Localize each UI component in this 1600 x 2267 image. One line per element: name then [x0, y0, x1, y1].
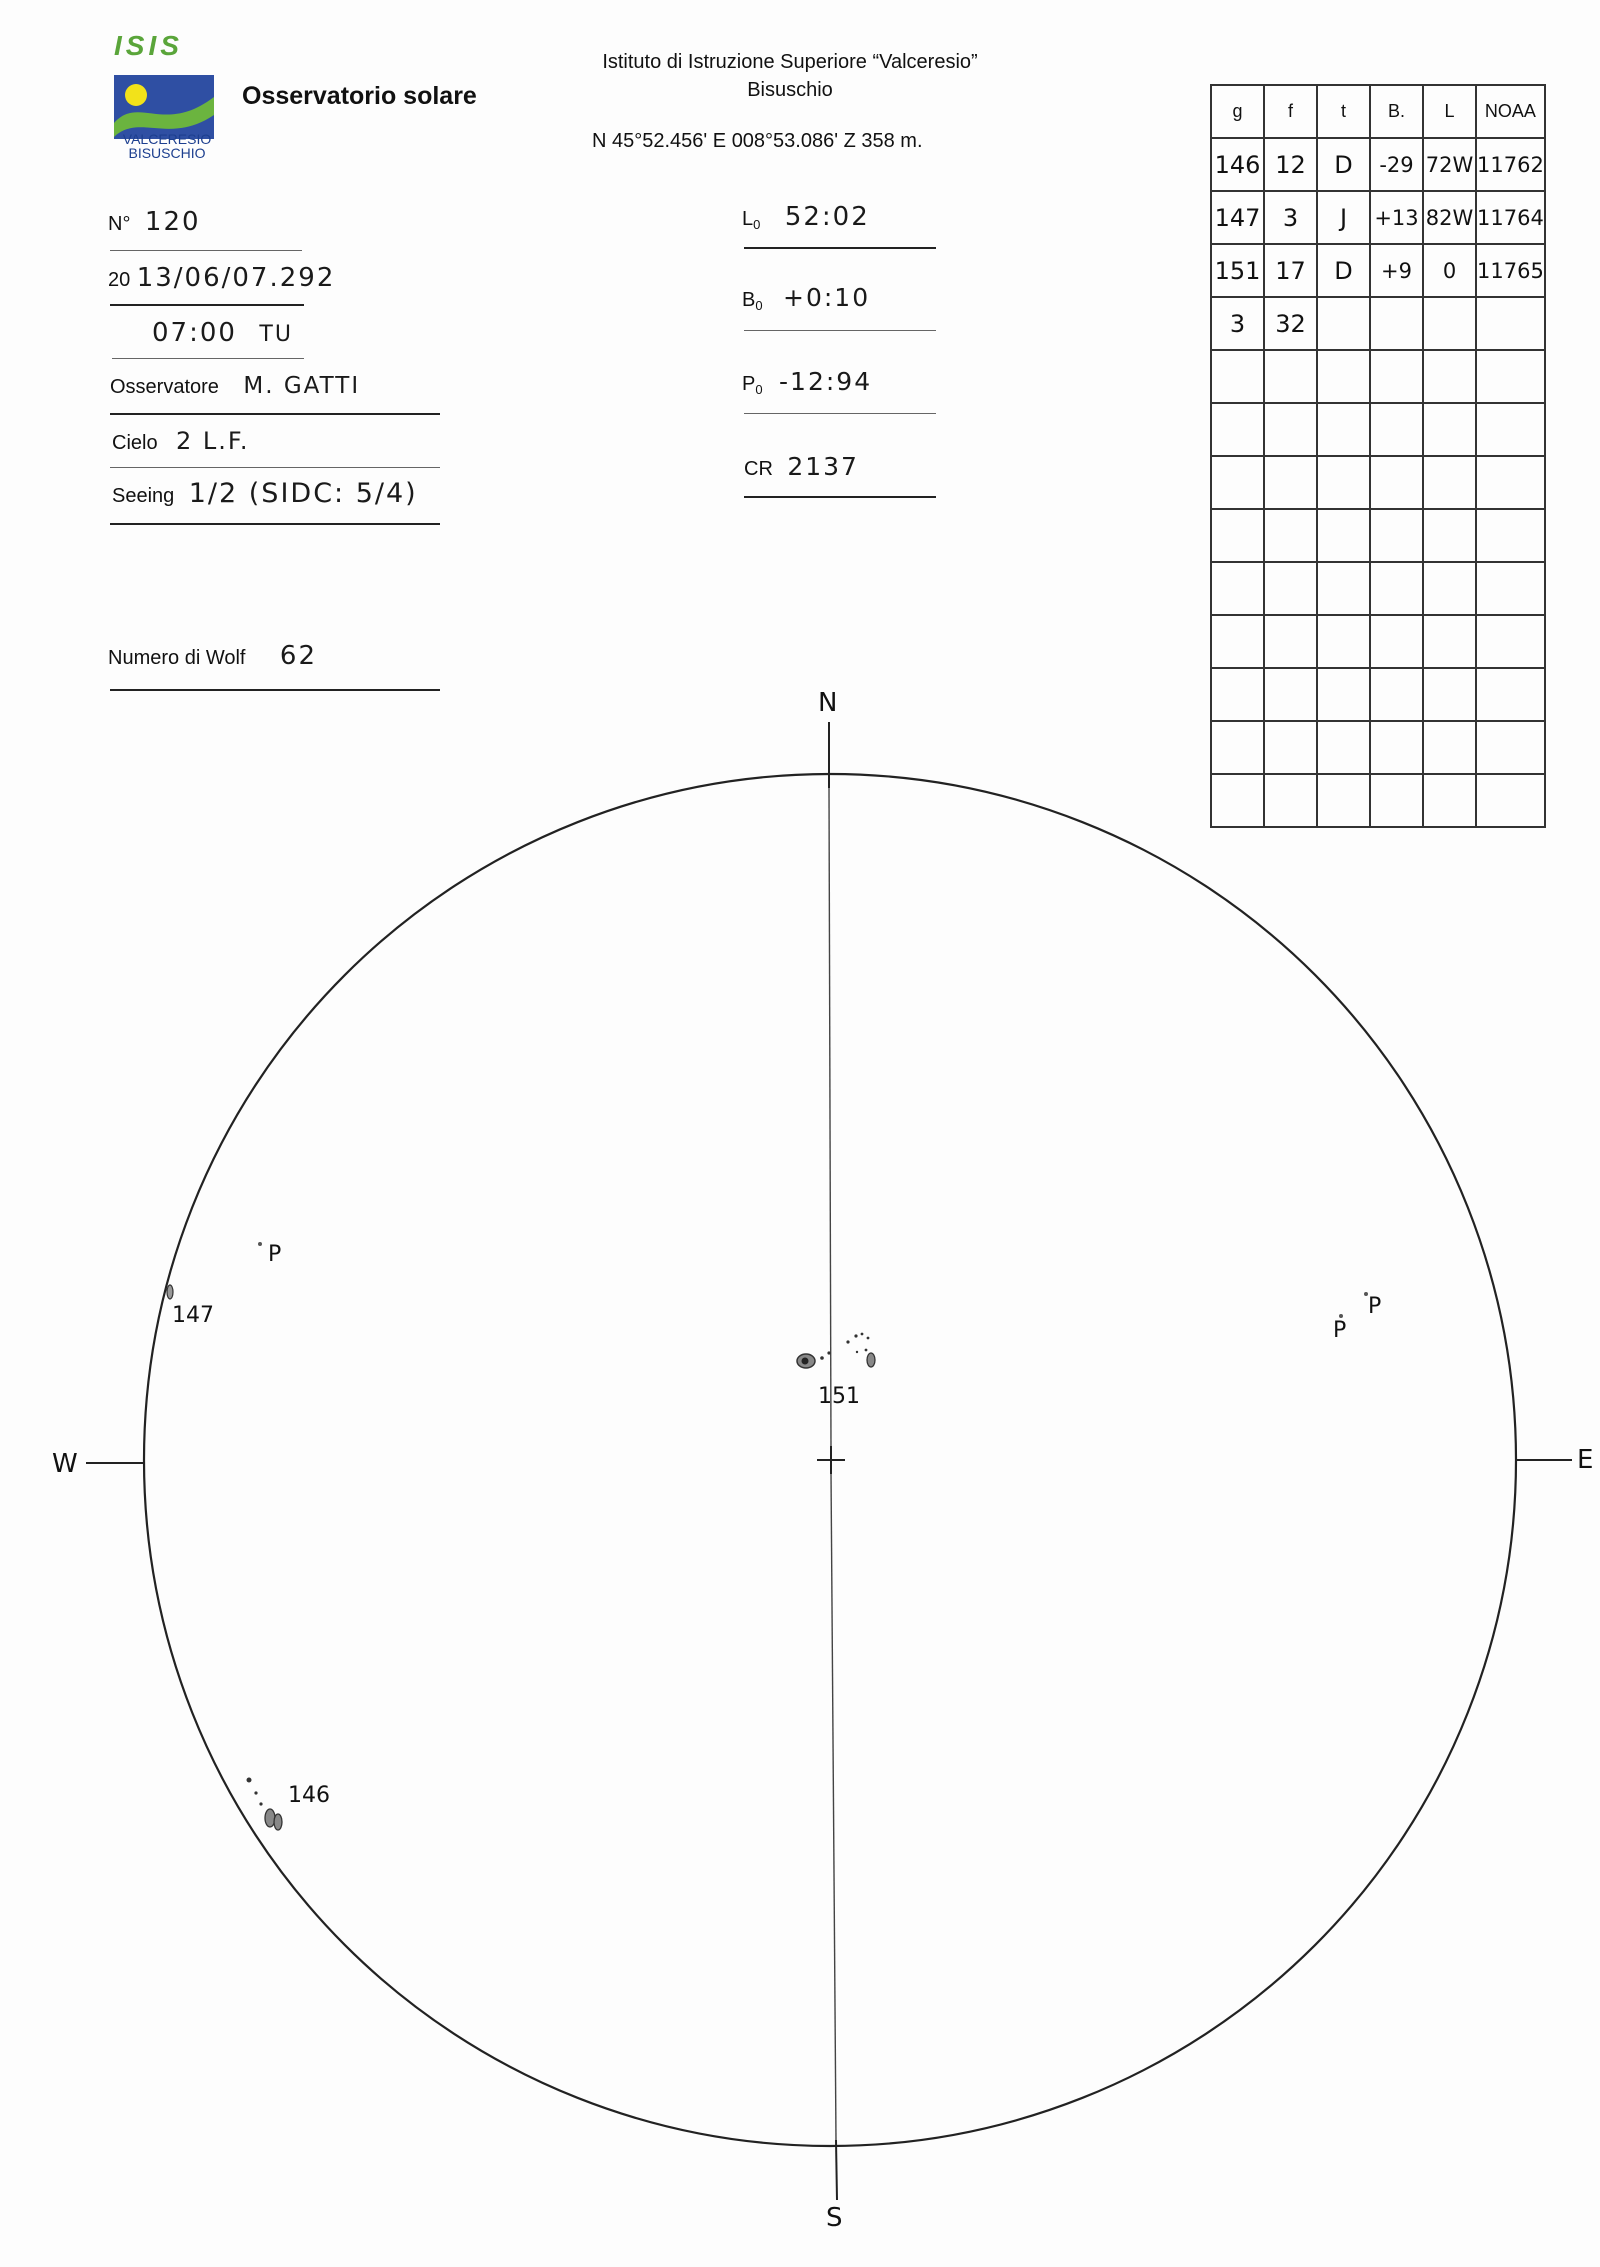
compass-south: S	[826, 2203, 843, 2233]
central-meridian-north	[829, 788, 831, 1448]
cell-t: J	[1317, 191, 1370, 244]
logo-text: ISIS	[114, 30, 183, 61]
label-group-146: 146	[288, 1783, 330, 1808]
label-group-151: 151	[818, 1384, 860, 1409]
col-header-noaa: NOAA	[1476, 85, 1545, 138]
observatory-coordinates: N 45°52.456' E 008°53.086' Z 358 m.	[592, 130, 923, 152]
b0-label: B	[742, 289, 756, 311]
record-number-value: 120	[144, 207, 201, 237]
logo-subtitle-line-1: VALCERESIO	[122, 131, 212, 147]
cr-label: CR	[744, 458, 773, 480]
compass-north: N	[818, 688, 838, 718]
cell-g: 151	[1211, 244, 1264, 297]
facula-label-east-2: P	[1368, 1294, 1382, 1319]
col-header-t: t	[1317, 85, 1370, 138]
sunspot-group-147	[167, 1285, 173, 1299]
seeing-value: 1/2 (SIDC: 5/4)	[188, 478, 418, 509]
time-unit: TU	[259, 322, 293, 347]
compass-east: E	[1577, 1445, 1594, 1475]
facula-label-west: P	[268, 1242, 282, 1267]
cell-b: +13	[1370, 191, 1423, 244]
l0-value: 52:02	[784, 202, 870, 232]
wolf-number-label: Numero di Wolf	[108, 647, 246, 669]
b0-value: +0:10	[783, 283, 871, 312]
institute-line-1: Istituto di Istruzione Superiore “Valceresio”	[602, 51, 978, 73]
institute-line-2: Bisuschio	[747, 79, 833, 101]
cell-noaa: 11764	[1476, 191, 1545, 244]
col-header-f: f	[1264, 85, 1317, 138]
seeing-label: Seeing	[112, 485, 175, 507]
time-value: 07:00	[152, 318, 237, 348]
col-header-b: B.	[1370, 85, 1423, 138]
cell-t: D	[1317, 244, 1370, 297]
compass-west: W	[52, 1449, 78, 1479]
page-title: Osservatorio solare	[242, 82, 477, 110]
label-group-147: 147	[172, 1303, 214, 1328]
sunspot-group-151	[797, 1333, 875, 1368]
date-value: 13/06/07.292	[136, 263, 336, 293]
observer-value: M. GATTI	[243, 373, 361, 399]
sunspot-group-146	[247, 1778, 283, 1831]
observer-label: Osservatore	[110, 376, 219, 398]
p0-subscript: 0	[755, 382, 763, 398]
cell-g: 3	[1211, 297, 1264, 350]
col-header-l: L	[1423, 85, 1476, 138]
cell-g: 146	[1211, 138, 1264, 191]
cell-b: +9	[1370, 244, 1423, 297]
cr-value: 2137	[787, 452, 859, 481]
sky-value: 2 L.F.	[176, 427, 250, 455]
facula-label-east-1: P	[1333, 1318, 1347, 1343]
cell-noaa: 11762	[1476, 138, 1545, 191]
cell-f: 12	[1264, 138, 1317, 191]
l0-subscript: 0	[753, 217, 761, 233]
cell-l: 0	[1423, 244, 1476, 297]
record-number-label: N°	[108, 213, 131, 235]
central-meridian-south	[831, 1472, 836, 2140]
cell-l: 72W	[1423, 138, 1476, 191]
p0-value: -12:94	[779, 367, 873, 396]
b0-subscript: 0	[755, 298, 763, 314]
cell-b: -29	[1370, 138, 1423, 191]
south-tick	[836, 2140, 837, 2200]
cell-f: 17	[1264, 244, 1317, 297]
col-header-g: g	[1211, 85, 1264, 138]
facula-dot-west	[258, 1242, 262, 1246]
cell-f: 3	[1264, 191, 1317, 244]
p0-label: P	[742, 373, 756, 395]
cell-noaa: 11765	[1476, 244, 1545, 297]
cell-t: D	[1317, 138, 1370, 191]
l0-label: L	[742, 208, 754, 230]
sky-label: Cielo	[112, 432, 158, 454]
cell-l: 82W	[1423, 191, 1476, 244]
wolf-number-value: 62	[279, 641, 317, 671]
cell-f: 32	[1264, 297, 1317, 350]
cell-g: 147	[1211, 191, 1264, 244]
date-prefix: 20	[108, 269, 131, 291]
logo-subtitle-line-2: BISUSCHIO	[128, 145, 206, 161]
